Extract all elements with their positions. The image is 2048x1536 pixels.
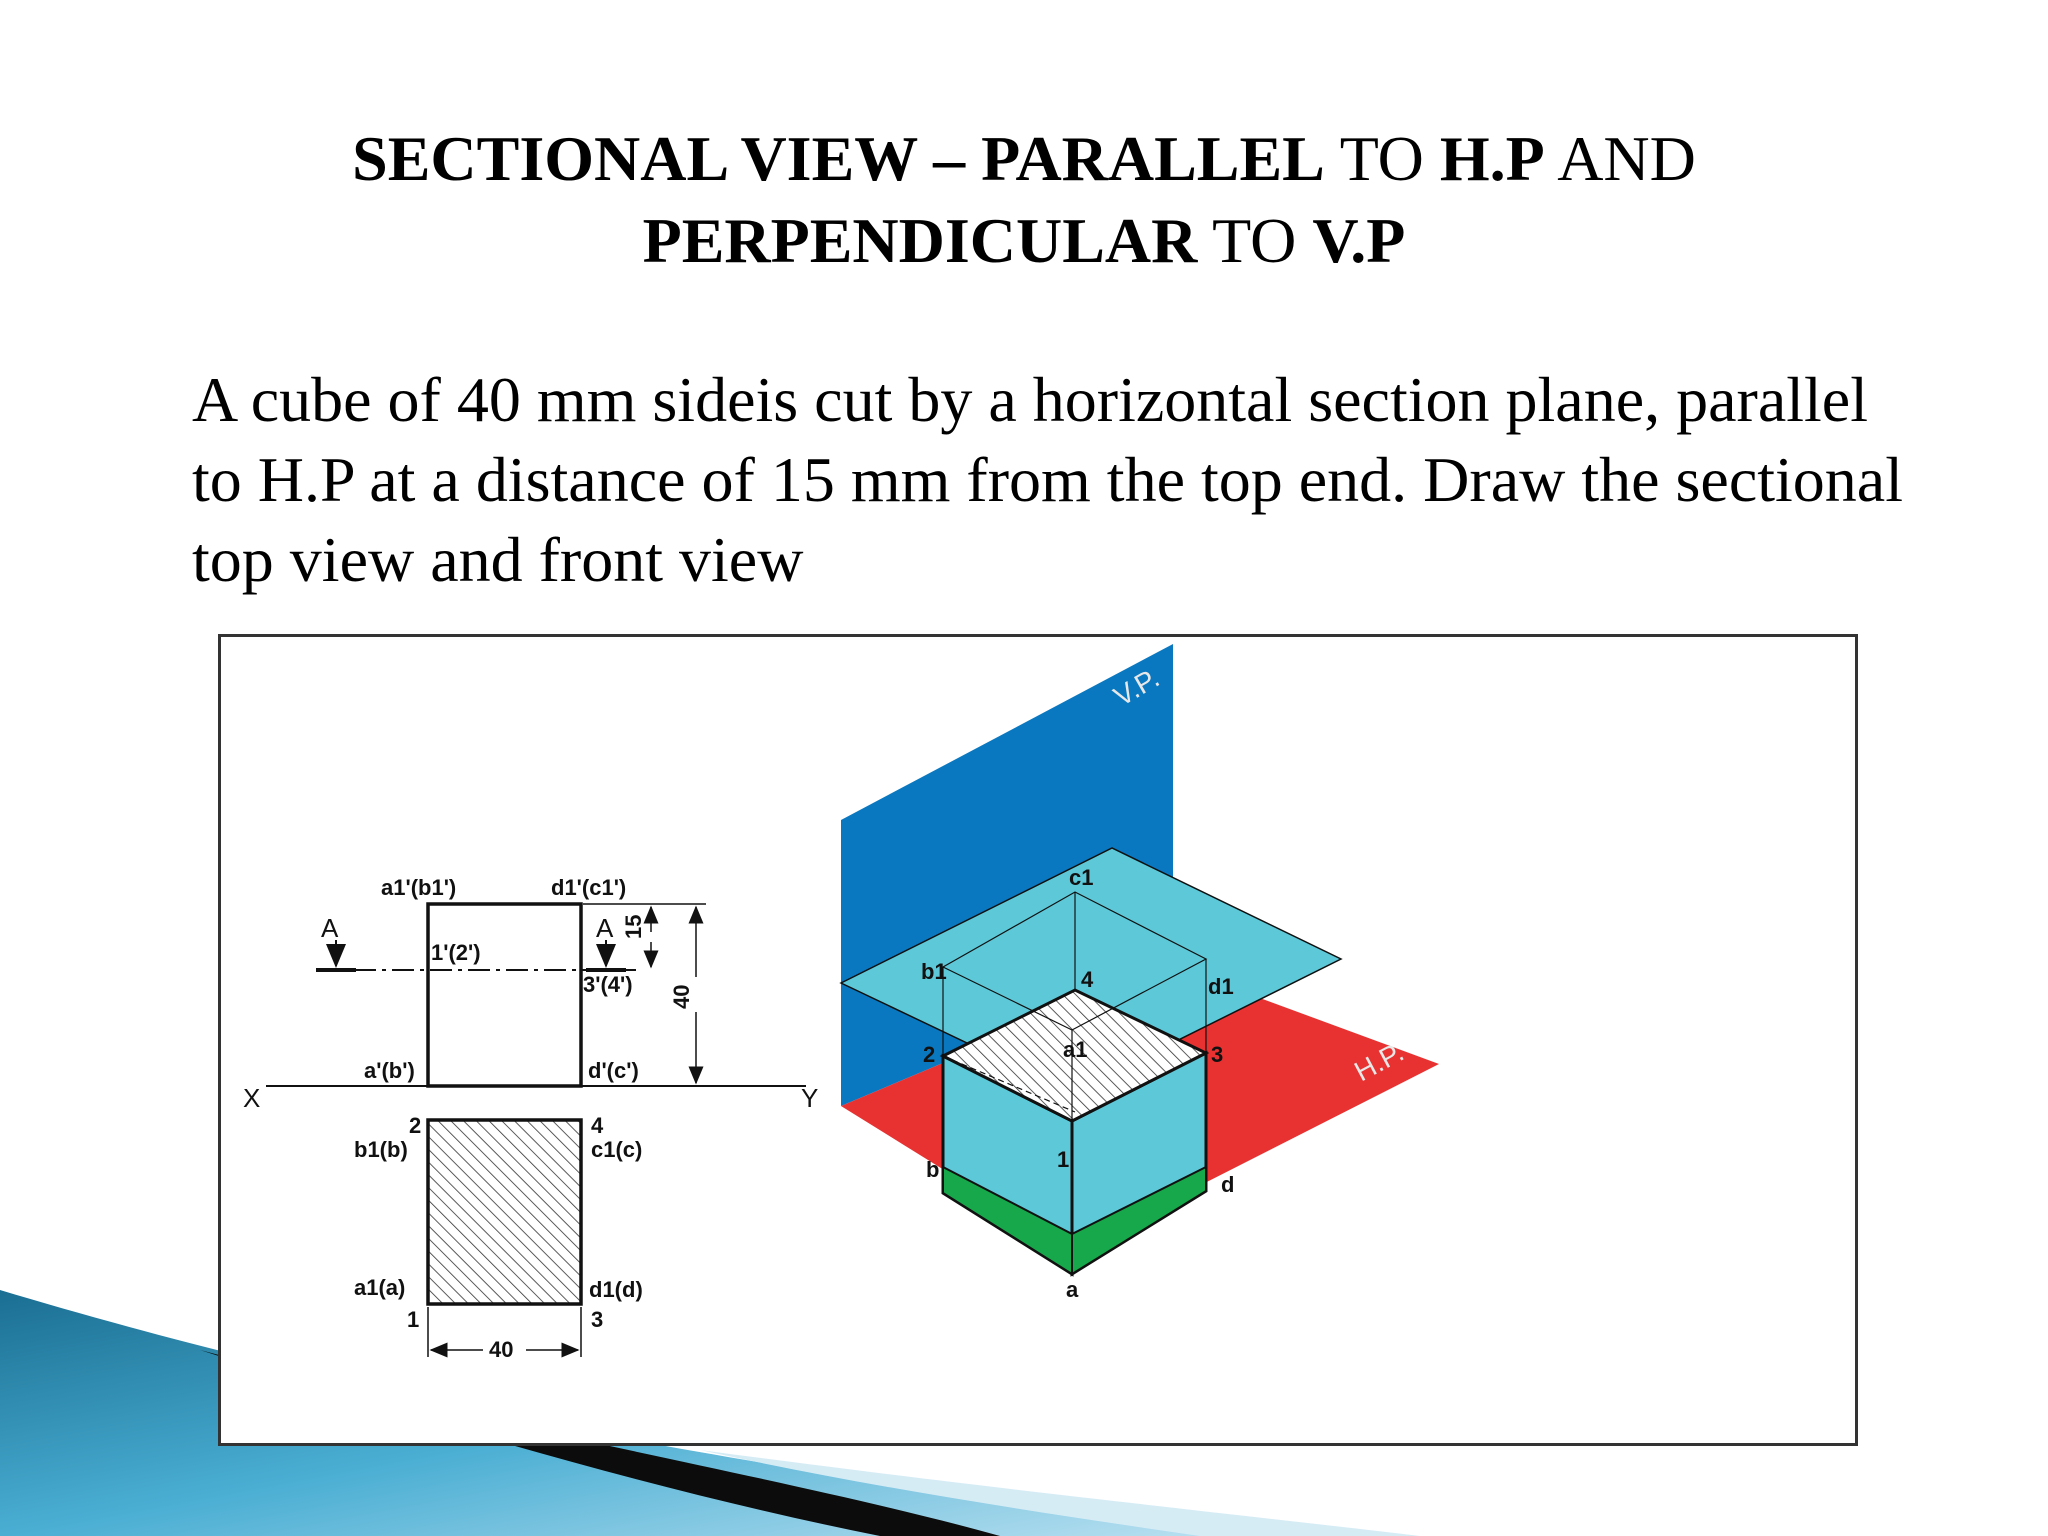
title-segment: TO (1324, 123, 1440, 194)
section-label-right: A (596, 913, 614, 943)
pict-label-2: 2 (923, 1042, 936, 1067)
problem-line: top view and front view (192, 524, 804, 595)
hp-label: H.P. (1349, 1036, 1409, 1088)
dim-40v-label: 40 (669, 984, 694, 1009)
pict-label-1: 1 (1057, 1147, 1070, 1172)
pict-label-b: b (926, 1157, 940, 1182)
label-a1-b1-prime: a1'(b1') (381, 875, 457, 900)
label-1-2-prime: 1'(2') (431, 940, 481, 965)
dim-40h-label: 40 (489, 1337, 514, 1362)
label-d1-c1-prime: d1'(c1') (551, 875, 627, 900)
pict-label-c1: c1 (1069, 865, 1094, 890)
title-segment: V.P (1312, 205, 1406, 276)
label-b1-b: b1(b) (354, 1137, 408, 1162)
pict-label-d: d (1221, 1172, 1235, 1197)
figure-panel (218, 634, 1858, 1446)
title-segment: TO (1197, 205, 1313, 276)
pict-label-3: 3 (1211, 1042, 1224, 1067)
pict-label-a1: a1 (1063, 1037, 1088, 1062)
orthographic-views (243, 875, 818, 1362)
label-1: 1 (407, 1307, 420, 1332)
label-3-4-prime: 3'(4') (583, 972, 633, 997)
title-segment: PERPENDICULAR (642, 205, 1198, 276)
problem-line: A cube of 40 mm sideis cut by a horizontal section plane, parallel (192, 364, 1868, 435)
pictorial-view (841, 644, 1439, 1302)
top-view-section-square (428, 1120, 581, 1304)
label-d1-d: d1(d) (589, 1277, 643, 1302)
dim-15-label: 15 (621, 914, 646, 939)
cube-section-figure (221, 637, 1855, 1443)
title-line-1 (0, 118, 2048, 200)
label-3: 3 (591, 1307, 604, 1332)
pict-label-4: 4 (1081, 967, 1094, 992)
x-label: X (243, 1083, 261, 1113)
title-segment: AND (1544, 123, 1696, 194)
title-segment: SECTIONAL VIEW – PARALLEL (352, 123, 1325, 194)
front-view-square (428, 904, 581, 1086)
label-d-c-prime: d'(c') (588, 1058, 639, 1083)
label-c1-c: c1(c) (591, 1137, 643, 1162)
label-a-b-prime: a'(b') (364, 1058, 415, 1083)
label-4: 4 (591, 1113, 604, 1138)
pict-label-b1: b1 (921, 959, 947, 984)
slide-title (0, 118, 2048, 282)
title-segment: H.P (1439, 123, 1545, 194)
label-a1-a: a1(a) (354, 1275, 406, 1300)
title-line-2 (0, 200, 2048, 282)
problem-line: to H.P at a distance of 15 mm from the top end. Draw the sectional (192, 444, 1903, 515)
problem-statement (192, 360, 1992, 600)
pict-label-d1: d1 (1208, 974, 1234, 999)
vp-label: V.P. (1108, 661, 1165, 713)
y-label: Y (801, 1083, 819, 1113)
label-2: 2 (409, 1113, 422, 1138)
pict-label-a: a (1066, 1277, 1079, 1302)
section-label-left: A (321, 913, 339, 943)
